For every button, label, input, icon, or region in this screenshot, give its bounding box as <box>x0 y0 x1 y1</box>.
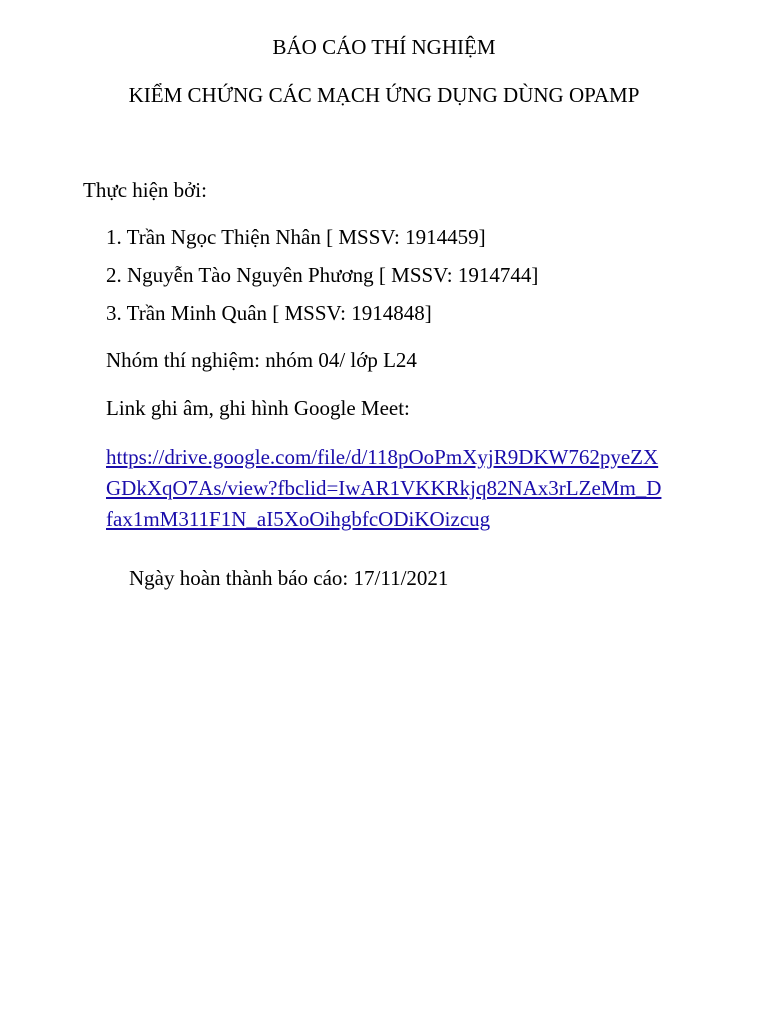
recording-link-line: fax1mM311F1N_aI5XoOihgbfcODiKOizcug <box>106 507 491 531</box>
author-item: 1. Trần Ngọc Thiện Nhân [ MSSV: 1914459] <box>106 225 486 249</box>
recording-link-line: GDkXqO7As/view?fbclid=IwAR1VKKRkjq82NAx3rLZeMm_D <box>106 476 662 500</box>
prepared-by-label: Thực hiện bởi: <box>83 178 207 202</box>
author-item: 2. Nguyễn Tào Nguyên Phương [ MSSV: 1914744] <box>106 263 539 287</box>
completion-date: Ngày hoàn thành báo cáo: 17/11/2021 <box>129 566 449 590</box>
recording-link[interactable] <box>106 442 661 535</box>
author-item: 3. Trần Minh Quân [ MSSV: 1914848] <box>106 301 432 325</box>
recording-link-line: https://drive.google.com/file/d/118pOoPmXyjR9DKW762pyeZX <box>106 445 659 469</box>
report-subtitle: KIỂM CHỨNG CÁC MẠCH ỨNG DỤNG DÙNG OPAMP <box>128 83 640 107</box>
author-list <box>106 224 538 338</box>
recording-link-label: Link ghi âm, ghi hình Google Meet: <box>106 396 410 420</box>
report-title: BÁO CÁO THÍ NGHIỆM <box>272 35 496 59</box>
group-info: Nhóm thí nghiệm: nhóm 04/ lớp L24 <box>106 348 417 372</box>
